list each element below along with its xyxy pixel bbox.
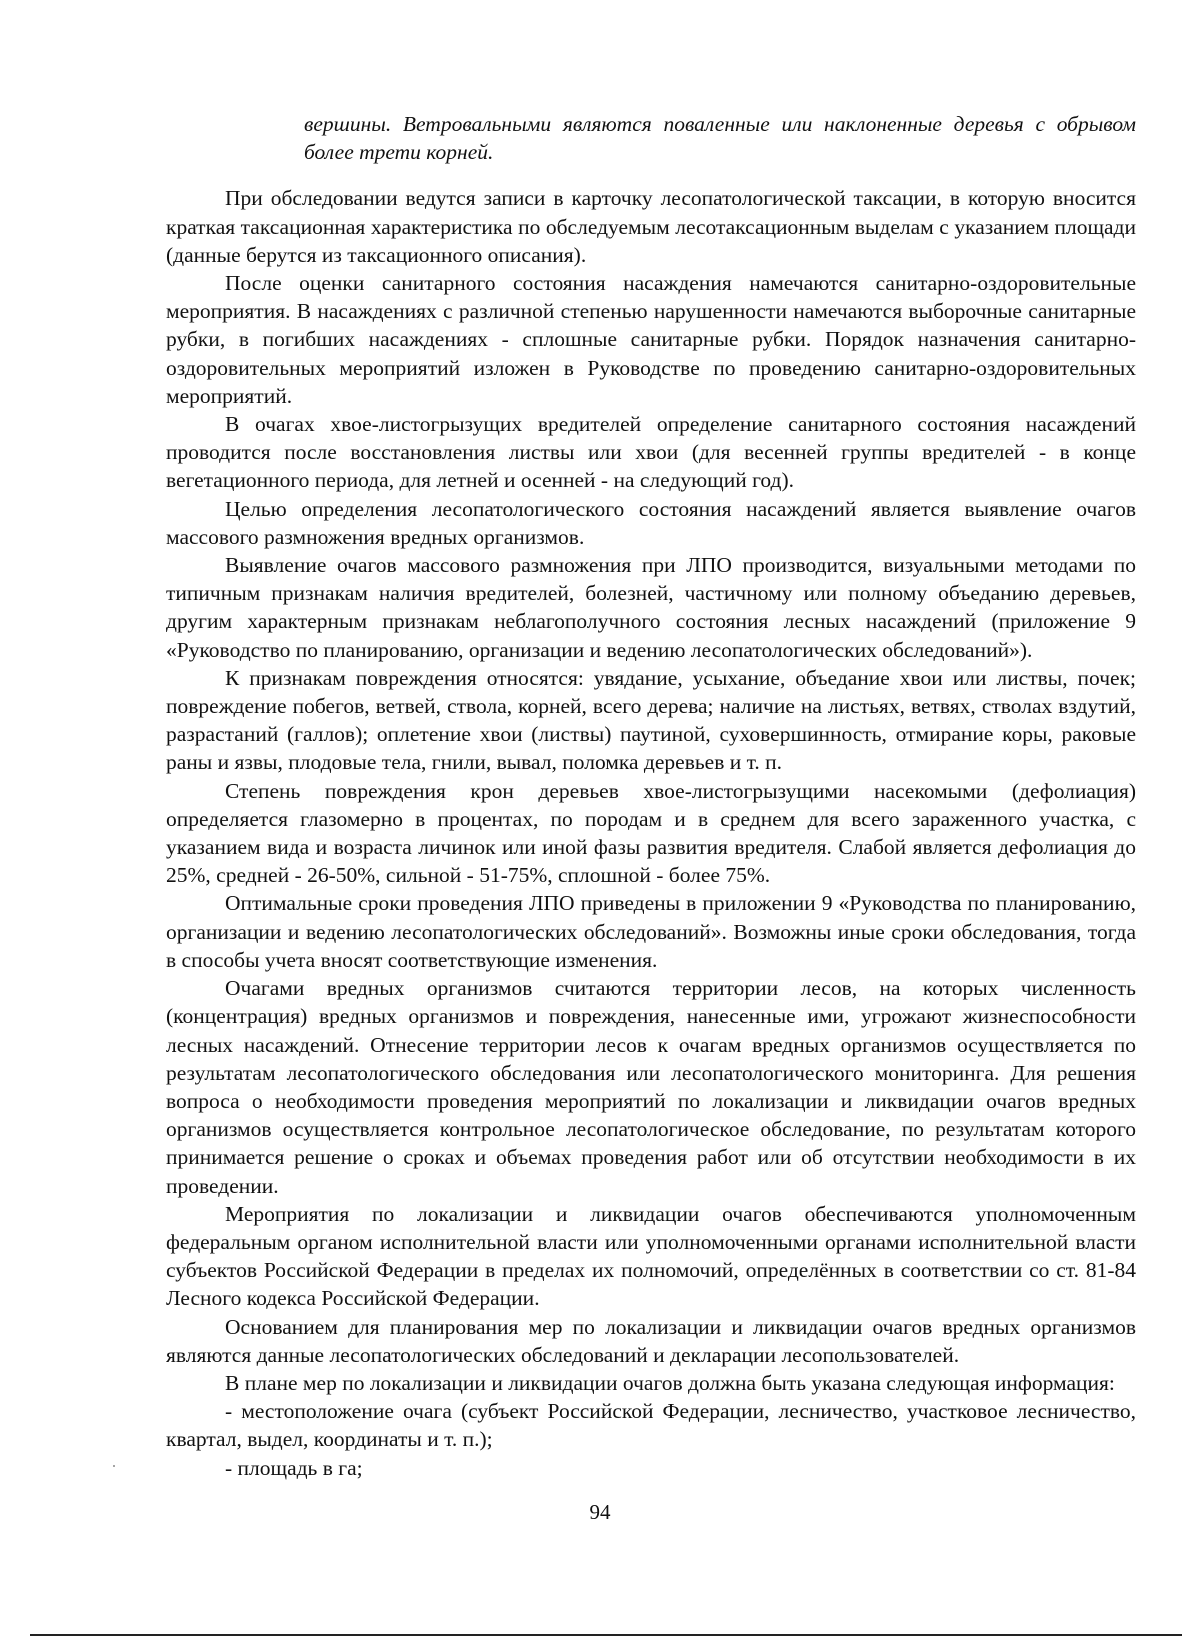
page-number: 94 xyxy=(589,1500,611,1524)
body-text xyxy=(166,110,1136,1482)
paragraph: Оптимальные сроки проведения ЛПО приведены в приложении 9 «Руководства по планированию, организации и ведению лесопатологических обследований». Возможны иные сроки обследования, тогда в способы учета вносят соответствующие изменения. xyxy=(166,891,1136,972)
paragraph: В плане мер по локализации и ликвидации очагов должна быть указана следующая информация: xyxy=(225,1370,1115,1395)
paragraph: Степень повреждения крон деревьев хвое-листогрызущими насекомыми (дефолиация) определяется глазомерно в процентах, по породам и в среднем для всего зараженного участка, с указанием вида и возраста личинок или иной фазы развития вредителя. Слабой является дефолиация до 25%, средней - 26-50%, сильной - 51-75%, сплошной - более 75%. xyxy=(166,778,1136,888)
list-item: - местоположение очага (субъект Российской Федерации, лесничество, участковое лесничество, квартал, выдел, координаты и т. п.); xyxy=(166,1399,1136,1452)
paragraph: Выявление очагов массового размножения при ЛПО производится, визуальными методами по типичным признакам наличия вредителей, болезней, частичному или полному объеданию деревьев, другим характерным признакам неблагополучного состояния лесных насаждений (приложение 9 «Руководство по планированию, организации и ведению лесопатологических обследований»). xyxy=(166,553,1136,662)
paragraph: К признакам повреждения относятся: увядание, усыхание, объедание хвои или листвы, почек; повреждение побегов, ветвей, ствола, корней, всего дерева; наличие на листьях, ветвях, стволах вздутий, разрастаний (галлов); оплетение хвои (листвы) паутиной, суховершинность, отмирание коры, раковые раны и язвы, плодовые тела, гнили, вывал, поломка деревьев и т. п. xyxy=(166,665,1136,775)
paragraph: После оценки санитарного состояния насаждения намечаются санитарно-оздоровительные мероприятия. В насаждениях с различной степенью нарушенности намечаются выборочные санитарные рубки, в погибших насаждениях - сплошные санитарные рубки. Порядок назначения санитарно-оздоровительных мероприятий изложен в Руководстве по проведению санитарно-оздоровительных мероприятий. xyxy=(166,271,1136,408)
scan-speck xyxy=(113,1465,115,1467)
paragraph: Мероприятия по локализации и ликвидации очагов обеспечиваются уполномоченным федеральным органом исполнительной власти или уполномоченными органами исполнительной власти субъектов Российской Федерации в пределах их полномочий, определённых в соответствии со ст. 81-84 Лесного кодекса Российской Федерации. xyxy=(166,1201,1136,1311)
paragraph: Очагами вредных организмов считаются территории лесов, на которых численность (концентрация) вредных организмов и повреждения, нанесенные ими, угрожают жизнеспособности лесных насаждений. Отнесение территории лесов к очагам вредных организмов осуществляется по результатам лесопатологического обследования или лесопатологического мониторинга. Для решения вопроса о необходимости проведения мероприятий по локализации и ликвидации очагов вредных организмов осуществляется контрольное лесопатологическое обследование, по результатам которого принимается решение о сроках и объемах проведения работ или об отсутствии необходимости в их проведении. xyxy=(166,976,1136,1198)
paragraph: В очагах хвое-листогрызущих вредителей определение санитарного состояния насаждений проводится после восстановления листвы или хвои (для весенней группы вредителей - в конце вегетационного периода, для летней и осенней - на следующий год). xyxy=(166,412,1136,493)
paragraph: При обследовании ведутся записи в карточку лесопатологической таксации, в которую вносится краткая таксационная характеристика по обследуемым лесотаксационным выделам с указанием площади (данные берутся из таксационного описания). xyxy=(166,186,1136,267)
list-item: - площадь в га; xyxy=(225,1455,363,1480)
paragraph: Целью определения лесопатологического состояния насаждений является выявление очагов массового размножения вредных организмов. xyxy=(166,496,1136,549)
italic-note: вершины. Ветровальными являются поваленные или наклоненные деревья с обрывом более трети корней. xyxy=(304,112,1136,165)
paragraph: Основанием для планирования мер по локализации и ликвидации очагов вредных организмов являются данные лесопатологических обследований и декларации лесопользователей. xyxy=(166,1314,1136,1367)
bottom-rule xyxy=(30,1634,1182,1636)
